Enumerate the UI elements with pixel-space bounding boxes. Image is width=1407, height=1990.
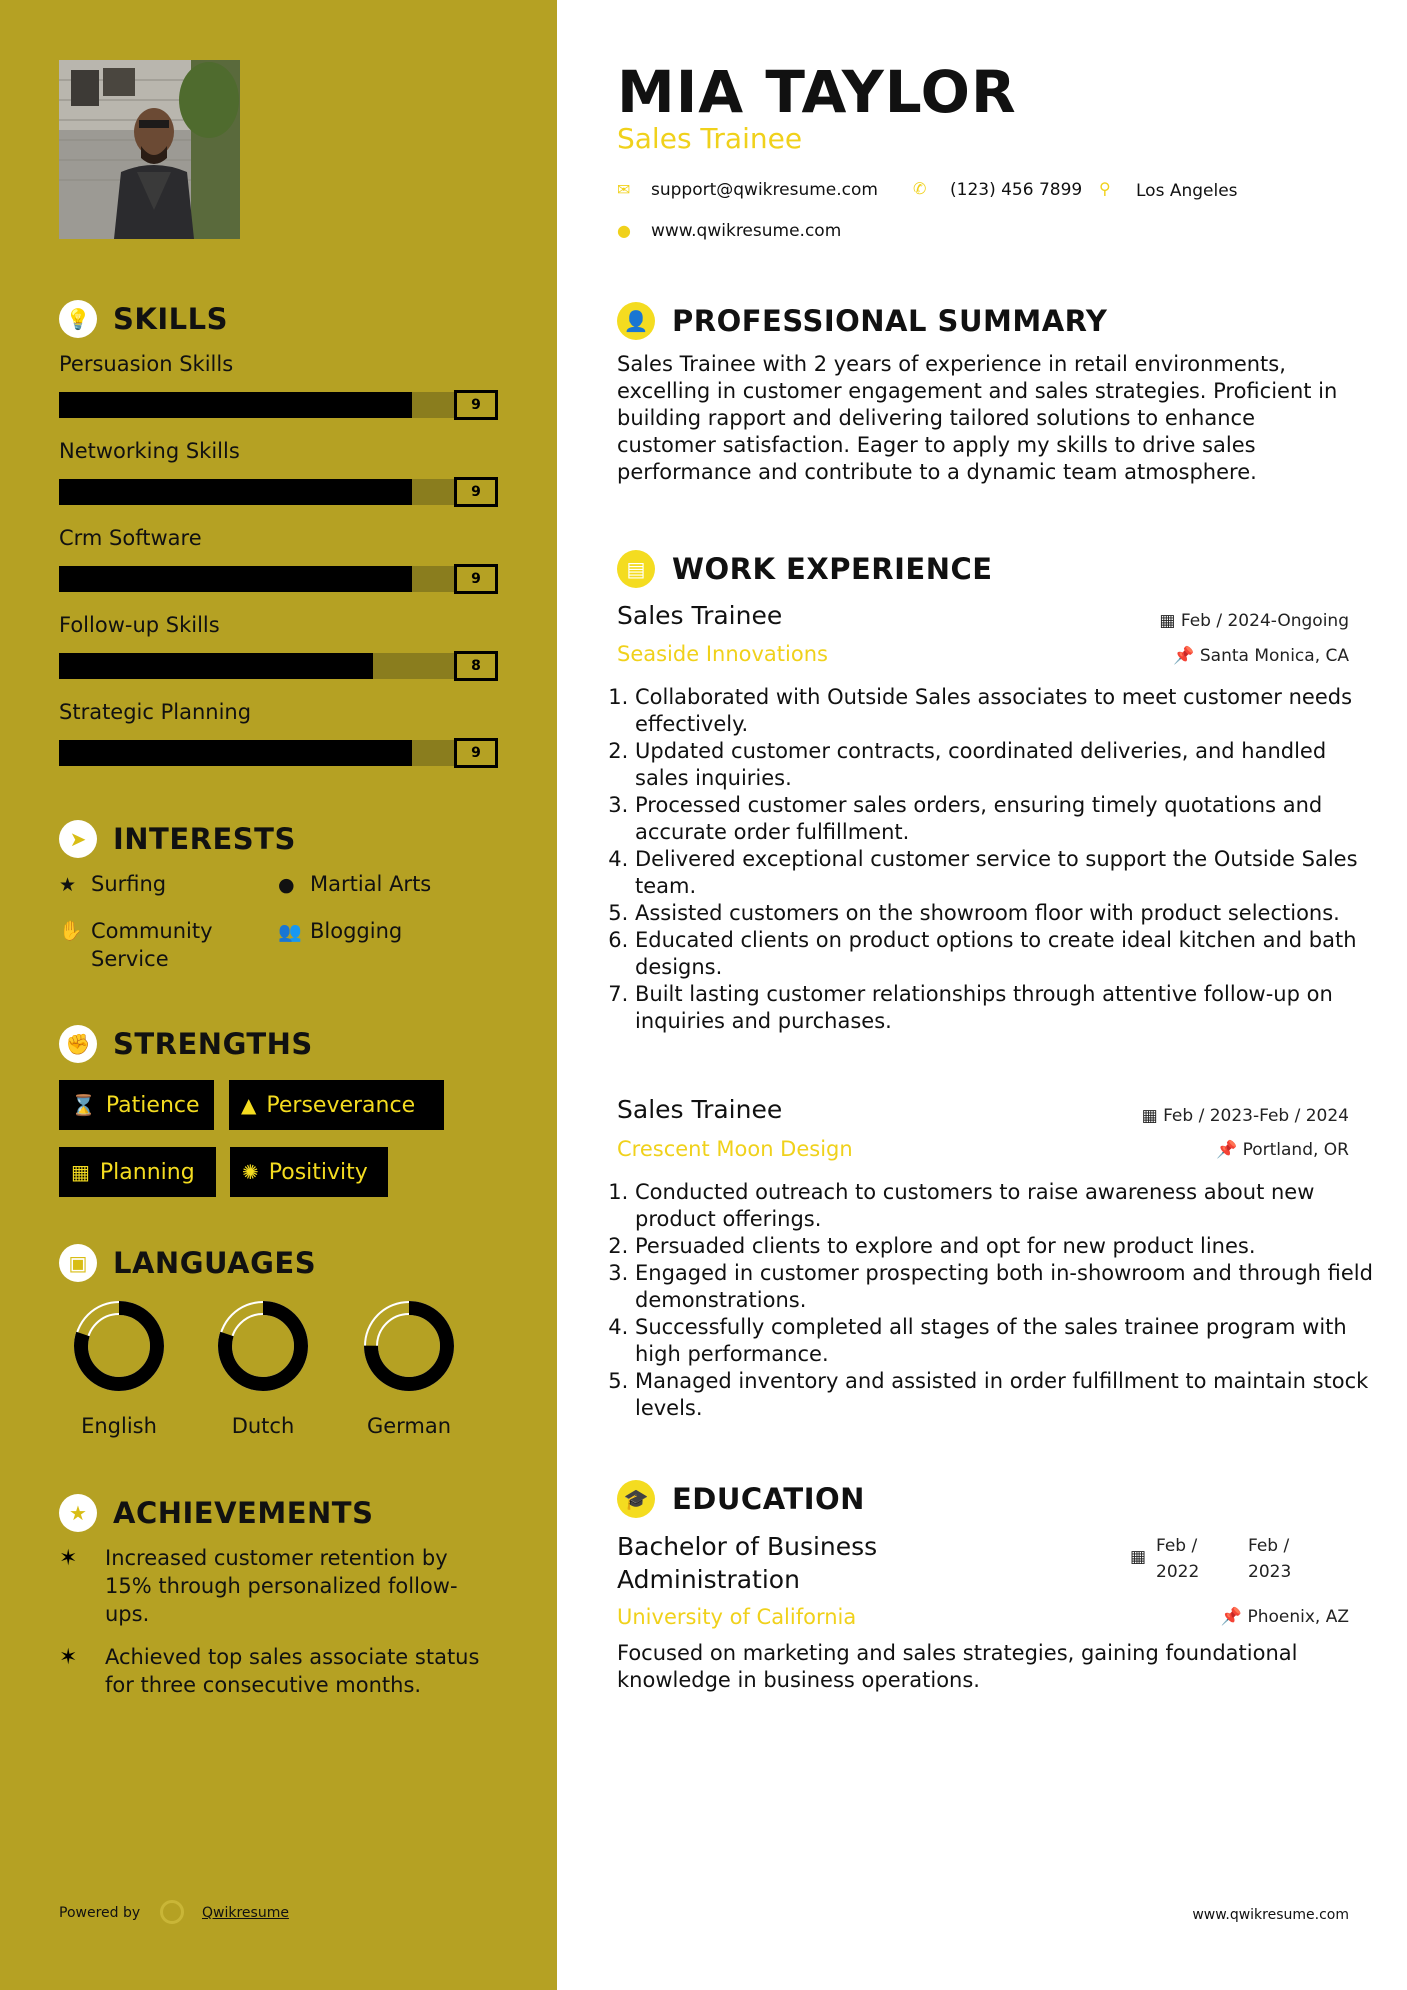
job-company: Crescent Moon Design — [617, 1137, 853, 1161]
job-points — [607, 1179, 1375, 1422]
job-date: ▦ Feb / 2023-Feb / 2024 — [1141, 1106, 1349, 1126]
strengths-heading: STRENGTHS — [113, 1027, 313, 1061]
job-point: 6. Educated clients on product options to create ideal kitchen and bath designs. — [635, 927, 1375, 981]
job-point: 3. Processed customer sales orders, ensuring timely quotations and accurate order fulfillment. — [635, 792, 1375, 846]
strength-tag: ▲ Perseverance — [229, 1080, 444, 1130]
sidebar — [0, 0, 557, 1990]
skill-bar-track — [59, 653, 496, 679]
location-text: Los Angeles — [1136, 181, 1238, 201]
language-donut — [71, 1298, 167, 1394]
calendar-icon: ▦ — [1159, 611, 1181, 631]
phone-icon: ✆ — [913, 179, 927, 198]
skill-score: 9 — [454, 477, 498, 507]
language-name: English — [81, 1414, 157, 1438]
summary-text: Sales Trainee with 2 years of experience in retail environments, excelling in customer engagement and sales strategies. Proficient in building rapport and delivering tailored solutions to enhance customer satisfaction. Eager to apply my skills to drive sales performance and contribute to a dynamic team atmosphere. — [617, 352, 1338, 484]
briefcase-icon: ▤ — [617, 550, 655, 588]
strength-tag: ✺ Positivity — [230, 1147, 388, 1197]
globe-icon: ● — [617, 221, 631, 240]
skill-bar-fill — [59, 566, 412, 592]
pin-icon: 📌 — [1220, 1607, 1248, 1627]
interests-heading: INTERESTS — [113, 822, 296, 856]
skill-bar-track — [59, 392, 496, 418]
graduate-icon: 🎓 — [617, 1480, 655, 1518]
stars-icon: ✶ — [59, 1645, 78, 1670]
map-marker-icon: ⚲ — [1099, 179, 1111, 198]
powered-by-label: Powered by — [59, 1905, 141, 1921]
summary-heading: PROFESSIONAL SUMMARY — [672, 304, 1108, 338]
language-donut — [215, 1298, 311, 1394]
job-point: 4. Successfully completed all stages of the sales trainee program with high performance. — [635, 1314, 1375, 1368]
skill-name: Strategic Planning — [59, 700, 252, 724]
skill-bar-fill — [59, 392, 412, 418]
stars-icon: ✶ — [59, 1546, 78, 1571]
experience-heading: WORK EXPERIENCE — [672, 552, 993, 586]
skill-name: Crm Software — [59, 526, 202, 550]
job-date: ▦ Feb / 2024-Ongoing — [1159, 611, 1349, 631]
calendar-icon: ▦ — [71, 1160, 90, 1184]
interest-item: ★ Surfing — [59, 870, 166, 899]
skill-bar-fill — [59, 740, 412, 766]
calendar-icon: ▦ — [1141, 1106, 1164, 1126]
skills-heading: SKILLS — [113, 302, 228, 336]
job-point: 1. Collaborated with Outside Sales associates to meet customer needs effectively. — [635, 684, 1375, 738]
job-point: 3. Engaged in customer prospecting both in-showroom and through field demonstrations. — [635, 1260, 1375, 1314]
skill-bar-fill — [59, 479, 412, 505]
skill-bar — [59, 477, 499, 505]
job-location: 📌 Portland, OR — [1216, 1140, 1349, 1160]
school-name: University of California — [617, 1605, 857, 1629]
id-card-icon: ▣ — [59, 1244, 97, 1282]
qwikresume-logo-icon — [160, 1900, 184, 1924]
achievements-heading: ACHIEVEMENTS — [113, 1496, 374, 1530]
envelope-icon: ✉ — [617, 180, 631, 199]
interest-item: ● Martial Arts — [278, 870, 431, 899]
candidate-name: MIA TAYLOR — [617, 58, 1017, 126]
profile-photo — [59, 60, 240, 239]
skill-score: 8 — [454, 651, 498, 681]
award-star-icon: ★ — [59, 1494, 97, 1532]
job-title: Sales Trainee — [617, 1095, 783, 1124]
user-icon: 👤 — [617, 302, 655, 340]
job-point: 5. Assisted customers on the showroom floor with product selections. — [635, 900, 1375, 927]
skill-score: 9 — [454, 738, 498, 768]
globe-icon: ● — [278, 874, 295, 896]
job-company: Seaside Innovations — [617, 642, 828, 666]
star-icon: ★ — [59, 874, 77, 896]
skill-name: Networking Skills — [59, 439, 240, 463]
strength-tag: ▦ Planning — [59, 1147, 216, 1197]
sun-icon: ✺ — [242, 1160, 259, 1184]
skill-bar-track — [59, 740, 496, 766]
lightbulb-icon: 💡 — [59, 300, 97, 338]
job-point: 2. Updated customer contracts, coordinated deliveries, and handled sales inquiries. — [635, 738, 1375, 792]
education-heading: EDUCATION — [672, 1482, 865, 1516]
website-link[interactable]: www.qwikresume.com — [651, 221, 842, 241]
education-start-date: Feb / 2022 — [1156, 1536, 1200, 1582]
candidate-title: Sales Trainee — [617, 122, 803, 155]
education-text: Focused on marketing and sales strategies, gaining foundational knowledge in business operations. — [617, 1641, 1298, 1692]
skill-bar-track — [59, 566, 496, 592]
strength-tag: ⌛ Patience — [59, 1080, 214, 1130]
skill-name: Follow-up Skills — [59, 613, 220, 637]
language-donut — [361, 1298, 457, 1394]
paper-plane-icon: ➤ — [59, 820, 97, 858]
skill-bar — [59, 738, 499, 766]
degree-title: Bachelor of Business Administration — [617, 1532, 878, 1594]
footer-website[interactable]: www.qwikresume.com — [1192, 1907, 1349, 1923]
job-point: 1. Conducted outreach to customers to raise awareness about new product offerings. — [635, 1179, 1375, 1233]
skill-bar-track — [59, 479, 496, 505]
job-point: 5. Managed inventory and assisted in order fulfillment to maintain stock levels. — [635, 1368, 1375, 1422]
language-name: German — [366, 1414, 452, 1438]
skill-bar-fill — [59, 653, 373, 679]
job-point: 4. Delivered exceptional customer service to support the Outside Sales team. — [635, 846, 1375, 900]
skill-bar — [59, 390, 499, 418]
job-point: 7. Built lasting customer relationships through attentive follow-up on inquiries and purchases. — [635, 981, 1375, 1035]
skill-score: 9 — [454, 564, 498, 594]
languages-heading: LANGUAGES — [113, 1246, 317, 1280]
job-points — [607, 684, 1375, 1035]
calendar-icon: ▦ — [1130, 1547, 1147, 1567]
skill-bar — [59, 564, 499, 592]
fist-icon: ✊ — [59, 1025, 97, 1063]
interest-item: 👥 Blogging — [278, 917, 402, 946]
education-end-date: Feb / 2023 — [1248, 1536, 1292, 1582]
users-icon: 👥 — [278, 921, 302, 943]
achievement-item: Achieved top sales associate status for three consecutive months. — [105, 1645, 480, 1697]
email-link[interactable]: support@qwikresume.com — [651, 180, 878, 200]
pin-icon: 📌 — [1216, 1140, 1243, 1160]
achievement-item: Increased customer retention by 15% through personalized follow-ups. — [105, 1546, 458, 1626]
skill-bar — [59, 651, 499, 679]
job-title: Sales Trainee — [617, 601, 783, 630]
job-point: 2. Persuaded clients to explore and opt for new product lines. — [635, 1233, 1375, 1260]
road-icon: ▲ — [241, 1093, 257, 1117]
phone-number: (123) 456 7899 — [950, 180, 1083, 200]
interest-item: ✋ Community Service — [59, 919, 213, 971]
job-location: 📌 Santa Monica, CA — [1173, 646, 1349, 666]
education-location: 📌 Phoenix, AZ — [1220, 1607, 1349, 1627]
skill-score: 9 — [454, 390, 498, 420]
hand-icon: ✋ — [59, 920, 83, 942]
qwikresume-link[interactable]: Qwikresume — [202, 1905, 289, 1921]
skill-name: Persuasion Skills — [59, 352, 234, 376]
pin-icon: 📌 — [1173, 646, 1200, 666]
language-name: Dutch — [231, 1414, 295, 1438]
hourglass-icon: ⌛ — [71, 1093, 96, 1117]
